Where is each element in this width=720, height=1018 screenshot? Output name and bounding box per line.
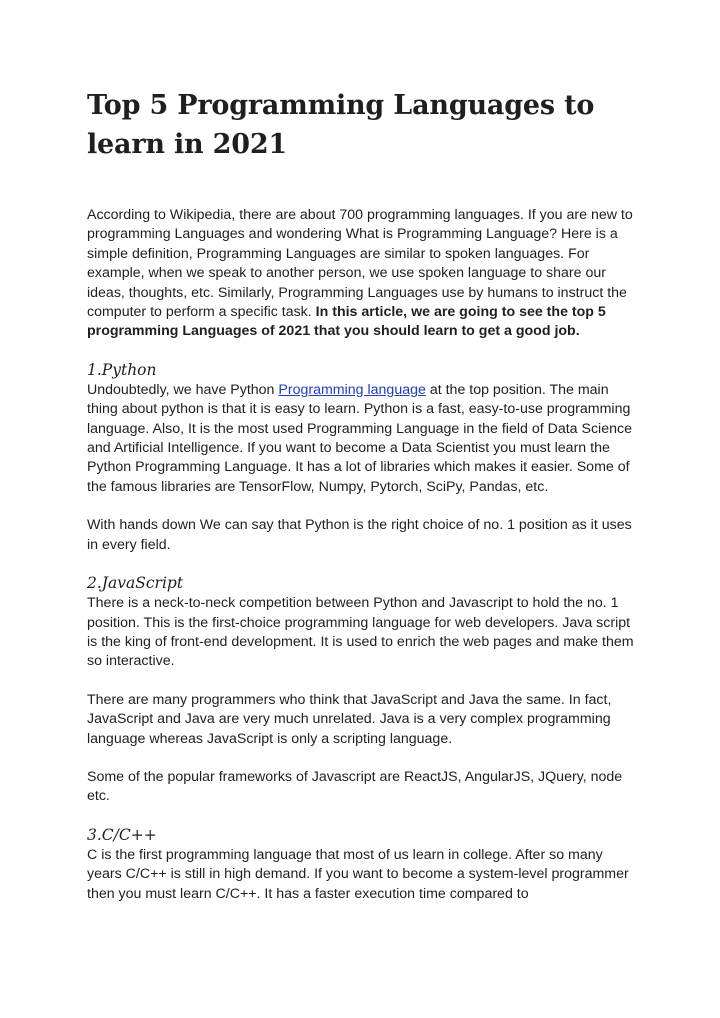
javascript-paragraph-1: There is a neck-to-neck competition between Python and Javascript to hold the no. 1 position. This is the first-choice programming language for web developers. Java script is the king of front-end development. It is used to enrich the web pages and make them so interactive. <box>87 595 634 670</box>
section-heading-javascript: 2.JavaScript <box>87 574 184 593</box>
section-heading-c-cpp: 3.C/C++ <box>87 825 157 844</box>
python-paragraph-1 <box>87 381 637 497</box>
intro-paragraph <box>87 206 637 342</box>
programming-language-link[interactable]: Programming language <box>278 381 426 398</box>
c-cpp-paragraph-1: C is the first programming language that most of us learn in college. After so many years C/C++ is still in high demand. If you want to become a system-level programmer then you must learn C/C++. It has a faster execution time compared to <box>87 846 629 902</box>
article-title: Top 5 Programming Languages to learn in 2021 <box>87 90 595 160</box>
intro-bold-text: In this article, we are going to see the top 5 programming Languages of 2021 that you should learn to get a good job. <box>87 304 606 340</box>
document-page <box>87 86 637 904</box>
python-text-after-link: at the top position. The main thing about python is that it is easy to learn. Python is a fast, easy-to-use programming language. Also, It is the most used Programming Language in the field of Data Science and Artificial Intelligence. If you want to become a Data Scientist you must learn the Python Programming Language. It has a lot of libraries which makes it easier. Some of the famous libraries are TensorFlow, Numpy, Pytorch, SciPy, Pandas, etc. <box>87 381 632 495</box>
javascript-paragraph-3: Some of the popular frameworks of Javascript are ReactJS, AngularJS, JQuery, node etc. <box>87 768 623 805</box>
python-paragraph-2: With hands down We can say that Python is the right choice of no. 1 position as it uses in every field. <box>87 517 632 553</box>
intro-text: According to Wikipedia, there are about 700 programming languages. If you are new to programming Languages and wondering What is Programming Language? Here is a simple definition, Programming Languages are similar to spoken languages. For example, when we speak to another person, we use spoken language to share our ideas, thoughts, etc. Similarly, Programming Languages use by humans to instruct the computer to perform a specific task. <box>87 207 633 321</box>
section-heading-python: 1.Python <box>87 360 157 379</box>
python-text-before-link: Undoubtedly, we have Python <box>87 381 279 398</box>
javascript-paragraph-2: There are many programmers who think that JavaScript and Java the same. In fact, JavaScript and Java are very much unrelated. Java is a very complex programming language whereas JavaScript is only a scripting language. <box>87 691 612 747</box>
